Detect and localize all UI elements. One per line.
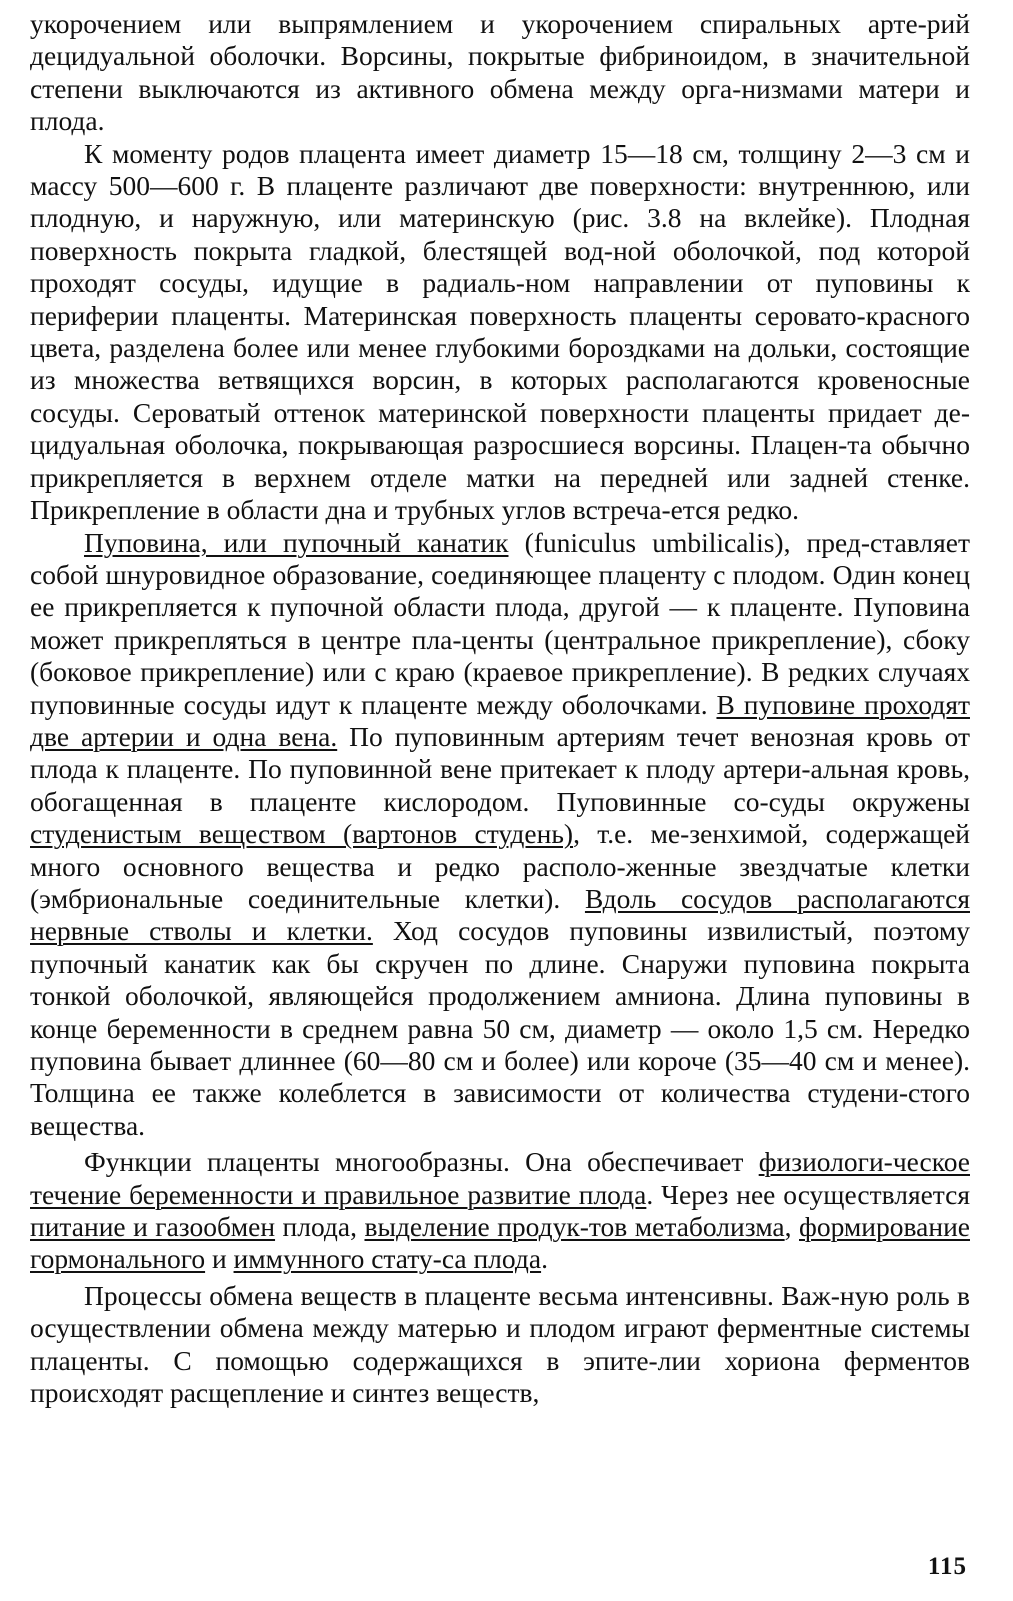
text-segment: По пуповинным артериям течет венозная кровь от плода к плаценте. По пуповинной вене притекает к плоду артери-альная кровь, обогащенная в плаценте кислородом. Пуповинные со-суды окружены	[30, 720, 970, 817]
paragraph-5	[30, 1280, 970, 1410]
text-segment: ,	[784, 1211, 799, 1243]
page-body	[30, 8, 970, 1409]
text-segment: .	[541, 1243, 548, 1275]
underlined-text: физиологи-ческое течение беременности и правильное развитие плода	[30, 1146, 970, 1210]
text-segment: плода,	[275, 1211, 365, 1243]
underlined-text: студенистым веществом (вартонов студень)	[30, 818, 574, 850]
paragraph-1	[30, 8, 970, 138]
underlined-text: Вдоль сосудов располагаются нервные стволы и клетки.	[30, 882, 970, 947]
text-segment: и	[205, 1243, 234, 1275]
page-number: 115	[927, 1553, 967, 1580]
text-segment: Ход сосудов пуповины извилистый, поэтому пупочный канатик как бы скручен по длине. Снаружи пуповина покрыта тонкой оболочкой, являющейся продолжением амниона. Длина пуповины в конце беременности в среднем равна 50 см, диаметр — около 1,5 см. Нередко пуповина бывает длиннее (60—80 см и более) или короче (35—40 см и менее). Толщина ее также колеблется в зависимости от количества студени-стого вещества.	[30, 915, 970, 1141]
text-segment: Функции плаценты многообразны. Она обеспечивает	[84, 1146, 759, 1178]
text-segment: Процессы обмена веществ в плаценте весьма интенсивны. Важ-ную роль в осуществлении обмена между матерью и плодом играют ферментные системы плаценты. С помощью содержащихся в эпите-лии хориона ферментов происходят расщепление и синтез веществ,	[30, 1279, 970, 1409]
text-segment: , т.е. ме-зенхимой, содержащей много основного вещества и редко располо-женные звездчатые клетки (эмбриональные соединительные клетки).	[30, 818, 970, 914]
text-segment: (funiculus umbilicalis), пред-ставляет собой шнуровидное образование, соединяющее плаценту с плодом. Один конец ее прикрепляется к пупочной области плода, другой — к плаценте. Пуповина может прикрепляться в центре пла-центы (центральное прикрепление), сбоку (боковое прикрепление) или с краю (краевое прикрепление). В редких случаях пуповинные сосуды идут к плаценте между оболочками.	[30, 526, 970, 720]
underlined-text: питание и газообмен	[30, 1211, 276, 1243]
underlined-text: выделение продук-тов метаболизма	[364, 1211, 785, 1243]
underlined-text: В пуповине проходят две артерии и одна вена.	[30, 688, 970, 752]
underlined-text: иммунного стату-са плода	[233, 1243, 542, 1275]
underlined-text: Пуповина, или пупочный канатик	[84, 526, 509, 558]
text-segment: укорочением или выпрямлением и укорочением спиральных арте-рий децидуальной оболочки. Ворсины, покрытые фибриноидом, в значительной степени выключаются из активного обмена между орга-низмами матери и плода.	[30, 8, 970, 137]
text-segment: . Через нее осуществляется	[646, 1178, 971, 1210]
paragraph-3	[30, 527, 970, 1143]
text-segment: К моменту родов плацента имеет диаметр 15—18 см, толщину 2—3 см и массу 500—600 г. В плаценте различают две поверхности: внутреннюю, или плодную, и наружную, или материнскую (рис. 3.8 на вклейке). Плодная поверхность покрыта гладкой, блестящей вод-ной оболочкой, под которой проходят сосуды, идущие в радиаль-ном направлении от пуповины к периферии плаценты. Материнская поверхность плаценты серовато-красного цвета, разделена более или менее глубокими бороздками на дольки, состоящие из множества ветвящихся ворсин, в которых располагаются кровеносные сосуды. Сероватый оттенок материнской поверхности плаценты придает де-цидуальная оболочка, покрывающая разросшиеся ворсины. Плацен-та обычно прикрепляется в верхнем отделе матки на передней или задней стенке. Прикрепление в области дна и трубных углов встреча-ется редко.	[30, 137, 970, 526]
paragraph-2	[30, 138, 970, 527]
underlined-text: формирование гормонального	[30, 1211, 970, 1275]
paragraph-4	[30, 1146, 970, 1276]
